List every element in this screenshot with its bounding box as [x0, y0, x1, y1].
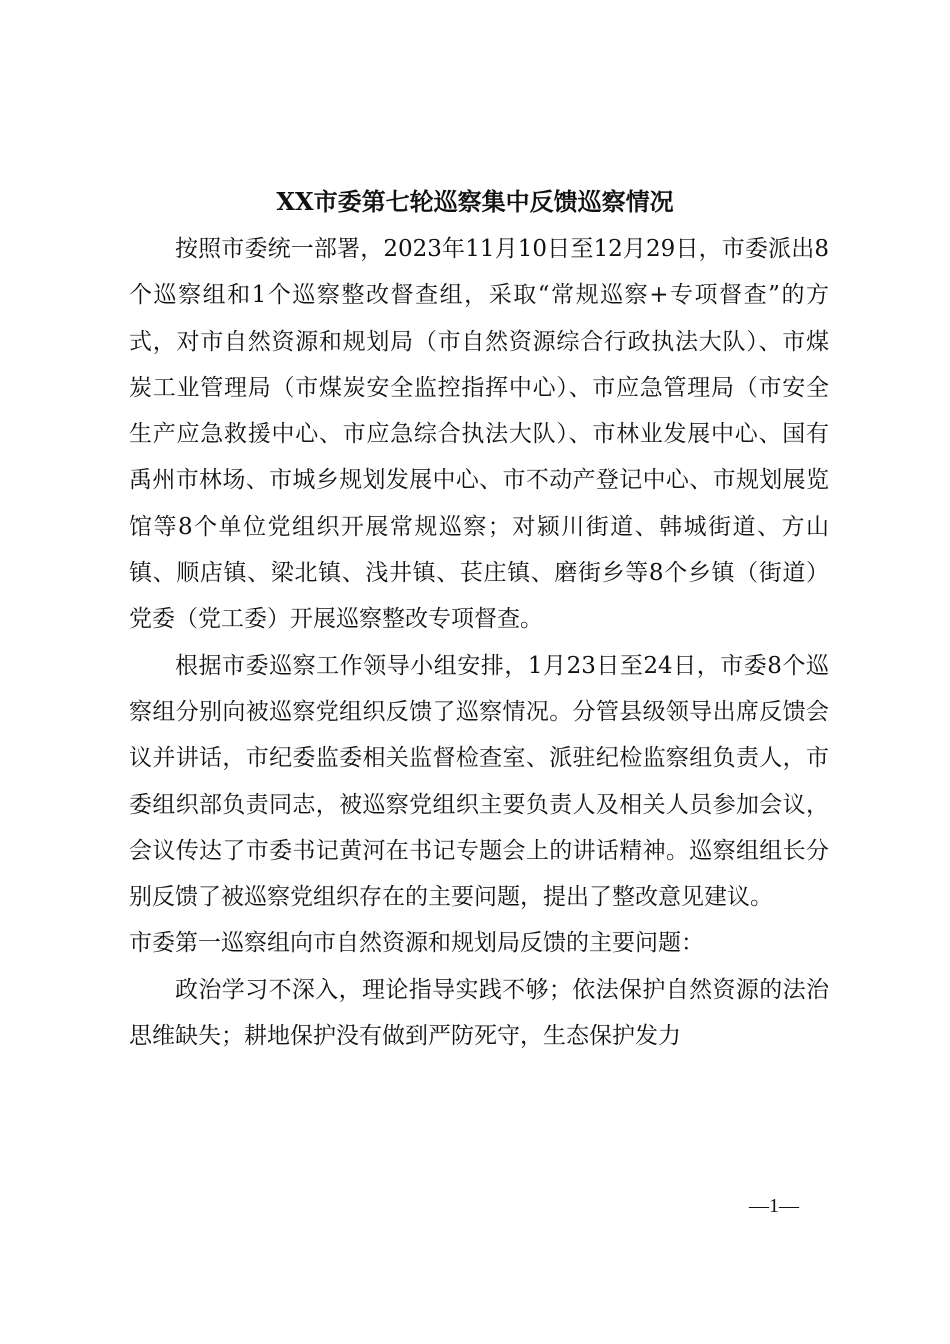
paragraph-section-heading: 市委第一巡察组向市自然资源和规划局反馈的主要问题： — [129, 930, 704, 957]
paragraph-deployment: 按照市委统一部署，2023年11月10日至12月29日，市委派出8个巡察组和1个巡察整改督查组，采取“常规巡察+专项督查”的方式，对市自然资源和规划局（市自然资源综合行政执法大队）、市煤炭工业管理局（市煤炭安全监控指挥中心）、市应急管理局（市安全生产应急救援中心、市应急综合执法大队）、市林业发展中心、国有禹州市林场、市城乡规划发展中心、市不动产登记中心、市规划展览馆等8个单位党组织开展常规巡察；对颍川街道、韩城街道、方山镇、顺店镇、梁北镇、浅井镇、苌庄镇、磨街乡等8个乡镇（街道）党委（党工委）开展巡察整改专项督查。 — [129, 236, 829, 633]
document-title: XX市委第七轮巡察集中反馈巡察情况 — [276, 187, 674, 216]
paragraph-main-issues: 政治学习不深入，理论指导实践不够；依法保护自然资源的法治思维缺失；耕地保护没有做到严防死守，生态保护发力 — [129, 976, 829, 1050]
document-body — [129, 226, 829, 1059]
page-number: —1— — [749, 1195, 799, 1217]
paragraph-feedback-meeting: 根据市委巡察工作领导小组安排，1月23日至24日，市委8个巡察组分别向被巡察党组织反馈了巡察情况。分管县级领导出席反馈会议并讲话，市纪委监委相关监督检查室、派驻纪检监察组负责人，市委组织部负责同志，被巡察党组织主要负责人及相关人员参加会议，会议传达了市委书记黄河在书记专题会上的讲话精神。巡察组组长分别反馈了被巡察党组织存在的主要问题，提出了整改意见建议。 — [129, 652, 829, 911]
